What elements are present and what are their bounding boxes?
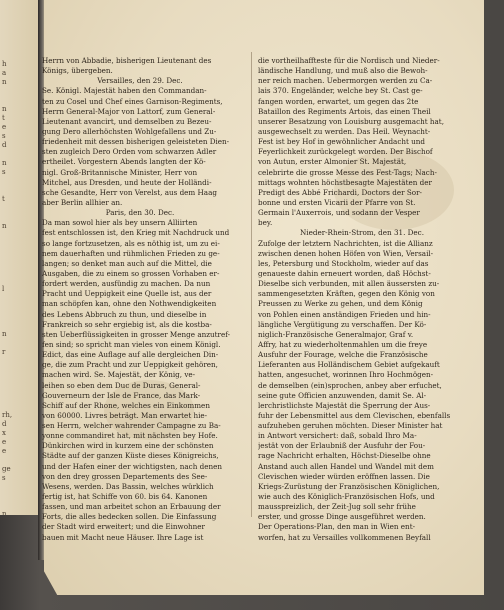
- facing-page-text-fragment: ge: [2, 465, 11, 473]
- text-line: Dieselbe sich verbunden, mit allen äussersten zu-: [258, 279, 440, 289]
- text-line: von 60000. Livres beträgt. Man erwartet hie-: [42, 410, 208, 420]
- text-line: mausspreizlich, der Zeit-Jug soll sehr frühe: [258, 502, 416, 512]
- text-line: Predigt des Abbé Frichardi, Doctors der Sor-: [258, 187, 422, 197]
- facing-page-text-fragment: n: [2, 222, 7, 230]
- text-line: Herrn von Abbadie, bisherigen Lieutenant des: [42, 56, 212, 65]
- text-line: in Antwort versichert: daß, sobald Ihro Ma-: [258, 431, 417, 441]
- text-line: aber Berlin allhier an.: [42, 197, 123, 207]
- text-line: jestät von der Erlaubniß der Ausfuhr der Fou-: [258, 441, 426, 451]
- text-line: ausgewechselt zu werden. Das Heil. Weynacht-: [258, 126, 431, 136]
- text-line: wie auch des Königlich-Französischen Hofs, und: [258, 492, 435, 502]
- text-line: Clevischen wieder würden eröffnen lassen. Die: [258, 471, 430, 481]
- text-line: fordert werden, ausfündig zu machen. Da nun: [42, 279, 211, 289]
- dateline-heading: Versailles, den 29. Dec.: [97, 76, 183, 86]
- text-line: Se. Königl. Majestät haben den Commandan-: [42, 86, 207, 96]
- text-line: längliche Vergütigung zu verschaffen. Der Kö-: [258, 319, 427, 329]
- column-divider: [251, 52, 252, 517]
- text-line: yonne commandiret hat, mit nächsten bey Hofe.: [42, 431, 218, 441]
- text-line: Ausfuhr der Fourage, welche die Französische: [258, 350, 428, 360]
- facing-page-text-fragment: e: [2, 447, 7, 455]
- text-line: Lieferanten aus Holländischem Gebiet aufgekauft: [258, 360, 440, 370]
- text-line: der Stadt wird erweitert; und die Einwohner: [42, 522, 205, 532]
- text-line: von Pohlen einen anständigen Frieden und hin-: [258, 309, 431, 319]
- facing-page-text-fragment: d: [2, 420, 7, 428]
- text-line: fuhr der Lebensmittel aus dem Clevischen, ebenfalls: [258, 410, 451, 420]
- text-line: seine gute Officien anzuwenden, damit Se. Al-: [258, 390, 427, 400]
- text-line: Zufolge der letztern Nachrichten, ist die Allianz: [258, 238, 433, 248]
- text-line: machen wird. Se. Majestät, der König, ve-: [42, 370, 196, 380]
- facing-page-text-fragment: e: [2, 123, 7, 131]
- facing-page-text-fragment: t: [2, 114, 5, 122]
- text-line: Ausgaben, die zu einem so grossen Vorhaben er-: [42, 268, 220, 278]
- text-line: worfen, hat zu Versailles vollkommenen Beyfall: [258, 532, 431, 542]
- facing-page-text-fragment: rh,: [2, 411, 13, 419]
- facing-page-text-fragment: e: [2, 438, 7, 446]
- text-line: fest entschlossen ist, den Krieg mit Nachdruck und: [42, 228, 230, 238]
- facing-page-text-fragment: n: [2, 105, 7, 113]
- facing-page-text-fragment: x: [2, 429, 6, 437]
- text-line: aufzuheben geruhen möchten. Dieser Minister hat: [258, 421, 443, 431]
- text-line: sche Gesandte, Herr von Verelst, aus dem Haag: [42, 187, 217, 197]
- text-line: von Autun, erster Almonier St. Majestät,: [258, 157, 407, 167]
- text-line: Wesens, werden. Das Bassin, welches würklich: [42, 481, 214, 491]
- text-line: von den drey grossen Departements des See-: [42, 471, 208, 481]
- text-line: ertheilet. Vorgestern Abends langten der Kö-: [42, 157, 206, 167]
- right-text-column: [258, 56, 466, 543]
- text-line: friedenheit mit dessen bisherigen geleisteten Dien-: [42, 137, 230, 147]
- text-line: Kriegs-Zurüstung der Französischen Königlichen,: [258, 481, 440, 491]
- text-line: Edict, das eine Auflage auf alle dergleichen Din-: [42, 350, 219, 360]
- text-line: Dünkirchen wird in kurzem eine der schönsten: [42, 441, 214, 451]
- facing-page-text-fragment: d: [2, 141, 7, 149]
- text-line: lais 370. Engeländer, welche bey St. Cast ge-: [258, 86, 423, 96]
- text-line: man schöpfen kan, ohne den Nothwendigkeiten: [42, 299, 217, 309]
- text-line: die vortheilhaffteste für die Nordisch und Nieder-: [258, 56, 440, 65]
- text-line: ge, die zum Pracht und zur Ueppigkeit gehören,: [42, 360, 218, 370]
- text-line: ner reich machen. Uebermorgen werden zu Ca-: [258, 76, 433, 86]
- text-line: so lange fortzusetzen, als es nöthig ist, um zu ei-: [42, 238, 220, 248]
- text-line: hatten, angesuchet, worinnen Ihro Hochmögen-: [258, 370, 434, 380]
- text-line: Preussen zu Werke zu gehen, und dem König: [258, 299, 423, 309]
- facing-page-text-fragment: h: [2, 60, 7, 68]
- text-line: sammengesetzten Kräften, gegen den König von: [258, 289, 435, 299]
- text-line: Herrn General-Major von Lattorf, zum General-: [42, 106, 216, 116]
- text-line: gung Dero allerhöchsten Wohlgefallens und Zu-: [42, 126, 217, 136]
- text-line: ten zu Cosel und Chef eines Garnison-Regiments,: [42, 96, 223, 106]
- text-line: fassen, und man arbeitet schon an Erbauung der: [42, 502, 221, 512]
- text-line: nigl. Groß-Britannische Minister, Herr von: [42, 167, 198, 177]
- left-text-column: [42, 56, 238, 543]
- facing-page-text-fragment: a: [2, 69, 7, 77]
- text-line: Mitchel, aus Dresden, und heute der Holländi-: [42, 177, 212, 187]
- facing-page-text-fragment: n: [2, 159, 7, 167]
- dateline-heading: Paris, den 30. Dec.: [105, 208, 175, 218]
- facing-page-text-fragment: n: [2, 330, 7, 338]
- facing-page-text-fragment: s: [2, 168, 6, 176]
- text-line: bauen mit Macht neue Häuser. Ihre Lage ist: [42, 532, 204, 542]
- text-line: des Lebens Abbruch zu thun, und dieselbe in: [42, 309, 207, 319]
- facing-page-text-fragment: t: [2, 195, 5, 203]
- text-line: Städte auf der ganzen Küste dieses Königreichs,: [42, 451, 219, 461]
- text-line: Feyerlichkeit zurückgelegt worden. Der Bischof: [258, 147, 433, 157]
- facing-page-text-fragment: r: [2, 348, 6, 356]
- text-line: Bataillon des Regiments Artois, das einen Theil: [258, 106, 431, 116]
- text-line: langen; so denket man auch auf die Mittel, die: [42, 258, 212, 268]
- text-line: leihen so eben dem Duc de Duras, General-: [42, 380, 201, 390]
- text-line: ländische Handlung, und muß also die Bewoh-: [258, 66, 428, 76]
- facing-page-text-fragment: s: [2, 474, 6, 482]
- text-line: mittags wohnten höchstbesagte Majestäten der: [258, 177, 432, 187]
- text-line: sten zugleich Dero Orden vom schwarzen Adler: [42, 147, 217, 157]
- text-line: Schiff auf der Rhone, welches ein Einkommen: [42, 400, 210, 410]
- text-line: Gouverneurn der Isle de France, das Mark-: [42, 390, 201, 400]
- text-line: unserer Besatzung von Louisburg ausgemacht hat,: [258, 116, 444, 126]
- text-line: Germain l'Auxerrois, und sodann der Vesper: [258, 208, 420, 218]
- text-line: niglich-Französische Generalmajor, Graf v.: [258, 329, 414, 339]
- facing-page-text-fragment: n: [2, 510, 7, 515]
- dateline-heading: Nieder-Rhein-Strom, den 31. Dec.: [300, 228, 424, 238]
- text-line: de demselben (ein)sprochen, anbey aber erfuchet,: [258, 380, 442, 390]
- text-line: Frankreich so sehr ergiebig ist, als die kostba-: [42, 319, 212, 329]
- facing-page-text-fragment: s: [2, 132, 6, 140]
- text-line: Fest ist bey Hof in gewöhnlicher Andacht und: [258, 137, 426, 147]
- text-line: les, Petersburg und Stockholm, wieder auf das: [258, 258, 429, 268]
- text-line: Forts, die alles bedecken sollen. Die Einfassung: [42, 512, 217, 522]
- text-line: celebrirte die grosse Messe des Fest-Tags; Nach-: [258, 167, 437, 177]
- text-line: lerchristlichste Majestät die Sperrung der Aus-: [258, 400, 431, 410]
- text-line: Pracht und Ueppigkeit eine Quelle ist, aus der: [42, 289, 212, 299]
- text-line: fangen worden, erwartet, um gegen das 2te: [258, 96, 419, 106]
- text-line: fertig ist, hat Schiffe von 60. bis 64. Kanonen: [42, 492, 208, 502]
- facing-page-text-fragment: n: [2, 78, 7, 86]
- text-line: genaueste dahin erneuert worden, daß Höchst-: [258, 268, 431, 278]
- text-line: nem dauerhaften und rühmlichen Frieden zu ge-: [42, 248, 220, 258]
- text-line: Königs, übergeben.: [42, 66, 113, 76]
- text-line: Affry, hat zu wiederholtenmahlen um die freye: [258, 339, 428, 349]
- text-line: Der Operations-Plan, den man in Wien ent-: [258, 522, 416, 532]
- facing-page-fragment: [0, 0, 40, 515]
- text-line: Lieutenant avancirt, und demselben zu Bezeu-: [42, 116, 212, 126]
- text-line: Anstand auch allen Handel und Wandel mit dem: [258, 461, 434, 471]
- text-line: bonne und ersten Vicarii der Pfarre von St.: [258, 197, 416, 207]
- text-line: erster, und grosse Dinge ausgeführet werden.: [258, 512, 426, 522]
- text-line: rage Nachricht erhalten, Höchst-Dieselbe ohne: [258, 451, 431, 461]
- text-line: sten Ueberflüssigkeiten in grosser Menge anzutref-: [42, 329, 231, 339]
- text-line: zwischen denen hohen Höfen von Wien, Versail-: [258, 248, 434, 258]
- text-line: sen Herrn, welcher wahrender Campagne zu Ba-: [42, 421, 221, 431]
- text-line: fen sind; so spricht man vieles von einem Königl.: [42, 339, 221, 349]
- text-line: bey.: [258, 218, 273, 228]
- text-line: Da man sowol hier als bey unsern Alliirten: [42, 218, 198, 228]
- text-line: und der Hafen einer der wichtigsten, nach denen: [42, 461, 222, 471]
- facing-page-text-fragment: l: [2, 285, 5, 293]
